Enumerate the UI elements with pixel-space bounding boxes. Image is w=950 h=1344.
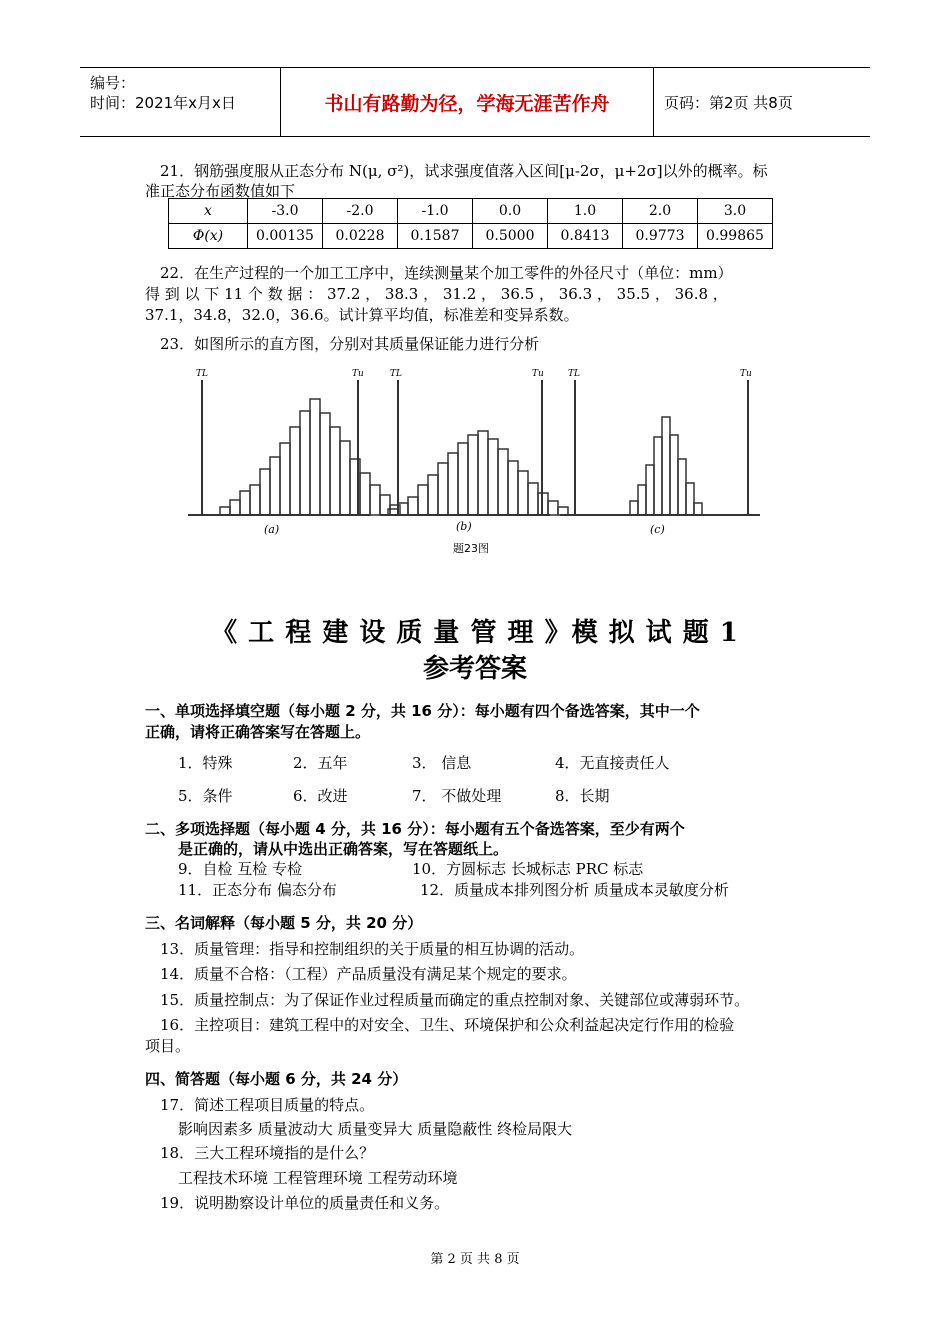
histogram-bar (662, 417, 670, 515)
table-cell: 0.00135 (248, 224, 323, 249)
answer-15: 15．质量控制点：为了保证作业过程质量而确定的重点控制对象、关键部位或薄弱环节。 (160, 991, 750, 1009)
table-cell: 0.99865 (698, 224, 773, 249)
answer-2: 2．五年 (293, 754, 348, 772)
histogram-bar (670, 435, 678, 515)
histogram-bar (310, 399, 320, 515)
tu-label-c: Tu (740, 369, 752, 379)
answer-16-line1: 16．主控项目：建筑工程中的对安全、卫生、环境保护和公众利益起决定行作用的检验 (160, 1016, 735, 1034)
s2-heading2: 是正确的，请从中选出正确答案，写在答题纸上。 (178, 840, 509, 858)
number-label: 编号： (90, 74, 136, 92)
figure-caption: 题23图 (453, 542, 489, 555)
page-footer: 第 2 页 共 8 页 (430, 1252, 520, 1267)
table-row (169, 199, 773, 224)
tu-label-a: Tu (352, 369, 364, 379)
histogram-bar (694, 503, 702, 515)
histogram-bar (438, 463, 448, 515)
normal-distribution-table (168, 198, 773, 249)
histogram-bar (360, 473, 370, 515)
table-cell: Φ(x) (169, 224, 248, 249)
histogram-bar (488, 439, 498, 515)
histogram-bar (448, 453, 458, 515)
histogram-bar (498, 449, 508, 515)
question-19: 19．说明勘察设计单位的质量责任和义务。 (160, 1194, 450, 1212)
histogram-bar (340, 441, 350, 515)
q21-line1: 21．钢筋强度服从正态分布 N(μ, σ²)，试求强度值落入区间[μ-2σ，μ+2σ]以外的概率。标 (160, 162, 768, 180)
histogram-bar (468, 435, 478, 515)
answer-17: 影响因素多 质量波动大 质量变异大 质量隐蔽性 终检局限大 (178, 1120, 573, 1138)
histogram-bar (508, 461, 518, 515)
table-cell: 3.0 (698, 199, 773, 224)
table-cell: -3.0 (248, 199, 323, 224)
histogram-bar (518, 471, 528, 515)
s1-heading2: 正确，请将正确答案写在答题上。 (145, 723, 371, 741)
table-cell: -1.0 (398, 199, 473, 224)
histogram-bar (458, 443, 468, 515)
answer-5: 5．条件 (178, 787, 233, 805)
answer-1: 1．特殊 (178, 754, 233, 772)
table-row (169, 224, 773, 249)
answer-12: 12．质量成本排列图分析 质量成本灵敏度分析 (420, 881, 729, 899)
answer-6: 6．改进 (293, 787, 348, 805)
table-cell: 2.0 (623, 199, 698, 224)
table-cell: -2.0 (323, 199, 398, 224)
histogram-bar (370, 485, 380, 515)
page-header (80, 67, 870, 137)
table-cell: 0.8413 (548, 224, 623, 249)
answer-7: 7． 不做处理 (412, 787, 502, 805)
histogram-bar (280, 443, 290, 515)
header-page-info: 页码：第2页 共8页 (664, 93, 793, 112)
s3-heading: 三、名词解释（每小题 5 分，共 20 分） (145, 914, 423, 932)
answer-10: 10．方圆标志 长城标志 PRC 标志 (412, 860, 644, 878)
time-label: 时间：2021年x月x日 (90, 94, 236, 112)
table-cell: 0.0 (473, 199, 548, 224)
histogram-bar (630, 501, 638, 515)
answer-13: 13．质量管理：指导和控制组织的关于质量的相互协调的活动。 (160, 940, 585, 958)
histogram-bar (240, 491, 250, 515)
header-motto: 书山有路勤为径，学海无涯苦作舟 (281, 68, 654, 136)
tl-label-c: TL (568, 369, 580, 379)
label-a: (a) (264, 523, 280, 536)
histogram-bar (686, 483, 694, 515)
q22-line2: 得 到 以 下 11 个 数 据 ： 37.2 ， 38.3 ， 31.2 ， 36.5 ， 36.3 ， 35.5 ， 36.8 ， (145, 285, 728, 303)
tl-label-b: TL (390, 369, 402, 379)
answer-16-line2: 项目。 (145, 1037, 191, 1055)
page-subtitle: 参考答案 (422, 654, 527, 684)
histogram-bar (478, 431, 488, 515)
histogram-bar (548, 501, 558, 515)
table-cell: 1.0 (548, 199, 623, 224)
q22-line1: 22．在生产过程的一个加工工序中，连续测量某个加工零件的外径尺寸（单位：mm） (160, 264, 733, 282)
histogram-bar (678, 459, 686, 515)
histogram-bar (418, 485, 428, 515)
s2-heading1: 二、多项选择题（每小题 4 分，共 16 分）：每小题有五个备选答案，至少有两个 (145, 820, 685, 838)
label-b: (b) (456, 520, 472, 533)
histogram-bar (528, 483, 538, 515)
histogram-figure (180, 360, 770, 560)
tu-label-b: Tu (532, 369, 544, 379)
table-cell: x (169, 199, 248, 224)
header-meta (80, 68, 281, 136)
s4-heading: 四、简答题（每小题 6 分，共 24 分） (145, 1070, 408, 1088)
table-cell: 0.1587 (398, 224, 473, 249)
histogram-bar (408, 497, 418, 515)
histogram-bar (230, 500, 240, 515)
histogram-bar (428, 475, 438, 515)
histogram-bar (558, 507, 568, 515)
histogram-bar (646, 465, 654, 515)
histogram-bar (300, 411, 310, 515)
histogram-bar (654, 437, 662, 515)
question-18: 18．三大工程环境指的是什么？ (160, 1144, 375, 1162)
question-17: 17．简述工程项目质量的特点。 (160, 1096, 375, 1114)
histogram-bar (220, 507, 230, 515)
histogram-bar (320, 413, 330, 515)
histogram-bar (260, 469, 270, 515)
tl-label-a: TL (196, 369, 208, 379)
answer-8: 8．长期 (555, 787, 610, 805)
answer-3: 3． 信息 (412, 754, 472, 772)
histogram-bar (290, 427, 300, 515)
answer-4: 4．无直接责任人 (555, 754, 670, 772)
answer-14: 14．质量不合格：（工程）产品质量没有满足某个规定的要求。 (160, 965, 577, 983)
table-cell: 0.0228 (323, 224, 398, 249)
q23-line1: 23．如图所示的直方图，分别对其质量保证能力进行分析 (160, 335, 540, 353)
histogram-bar (330, 427, 340, 515)
answer-11: 11．正态分布 偏态分布 (178, 881, 337, 899)
label-c: (c) (650, 523, 665, 536)
q21-line2: 准正态分布函数值如下 (145, 182, 296, 200)
answer-18: 工程技术环境 工程管理环境 工程劳动环境 (178, 1169, 458, 1187)
answer-9: 9．自检 互检 专检 (178, 860, 303, 878)
s1-heading1: 一、单项选择填空题（每小题 2 分，共 16 分）：每小题有四个备选答案，其中一个 (145, 702, 700, 720)
histogram-bar (638, 485, 646, 515)
table-cell: 0.9773 (623, 224, 698, 249)
histogram-bar (250, 485, 260, 515)
histogram-bar (270, 457, 280, 515)
table-cell: 0.5000 (473, 224, 548, 249)
q22-line3: 37.1，34.8，32.0，36.6。试计算平均值，标准差和变异系数。 (145, 306, 579, 324)
page-title: 《 工 程 建 设 质 量 管 理 》模 拟 试 题 1 (211, 618, 739, 648)
